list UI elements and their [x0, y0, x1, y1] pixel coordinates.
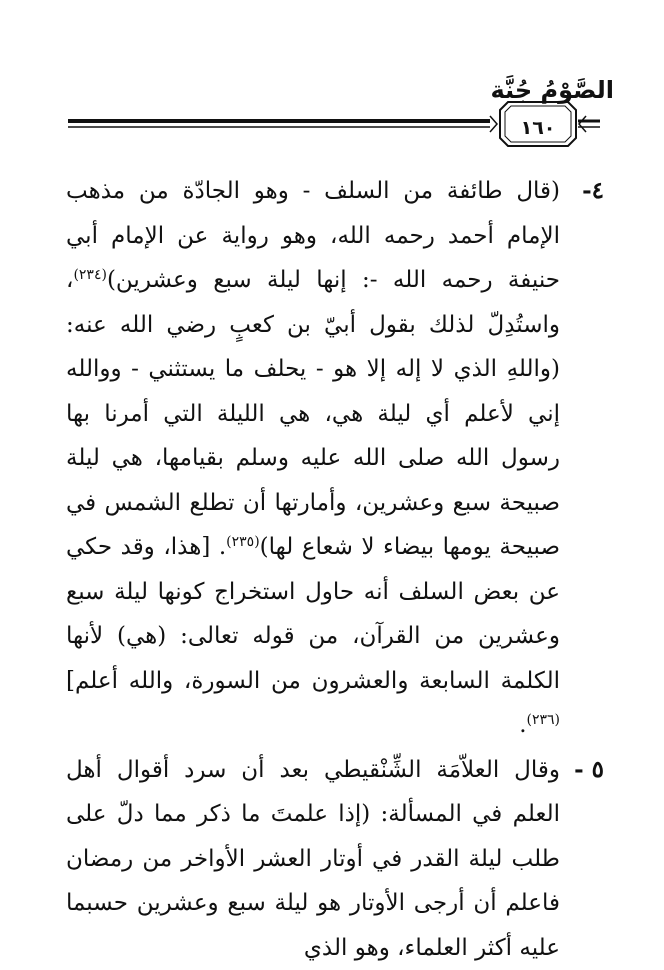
footnote-ref: (٢٣٦)	[527, 712, 561, 728]
list-item	[66, 169, 604, 748]
page-number: ١٦٠	[513, 117, 563, 139]
item-text: (قال طائفة من السلف - وهو الجادّة من مذهب الإمام أحمد رحمه الله، وهو رواية عن الإمام أبي حنيفة رحمه الله -: إنها ليلة سبع وعشرين)	[66, 178, 560, 293]
running-title: الصَّوْمُ جُنَّة	[490, 76, 614, 104]
footnote-ref: (٢٣٤)	[73, 267, 107, 283]
header-rule-ornament	[0, 0, 664, 160]
list-item	[66, 748, 604, 970]
item-text: وقال العلاّمَة الشِّنْقيطي بعد أن سرد أقوال أهل العلم في المسألة: (إذا علمتَ ما ذكر مما دلّ على طلب ليلة القدر في أوتار العشر الأواخر من رمضان فاعلم أن أرجى الأوتار هو ليلة سبع وعشرين حسبما عليه أكثر العلماء، وهو الذي	[66, 757, 560, 961]
item-text: ، واستُدِلّ لذلك بقول أبيّ بن كعبٍ رضي الله عنه: (واللهِ الذي لا إله إلا هو - يحلف ما يستثني - ووالله إني لأعلم أي ليلة هي، هي الليلة التي أمرنا بها رسول الله صلى الله عليه وسلم بقيامها، هي ليلة صبيحة سبع وعشرين، وأمارتها أن تطلع الشمس في صبيحة يومها بيضاء لا شعاع لها)	[66, 267, 560, 560]
page-header	[0, 0, 664, 160]
item-text: . [هذا، وقد حكي عن بعض السلف أنه حاول استخراج كونها ليلة سبع وعشرين من القرآن، من قوله تعالى: (هي) لأنها الكلمة السابعة والعشرون من السورة، والله أعلم]	[66, 534, 560, 694]
item-text: .	[519, 712, 526, 738]
page-body	[66, 169, 604, 970]
item-number: ٤-	[564, 169, 604, 214]
item-number: ٥ -	[564, 748, 604, 793]
footnote-ref: (٢٣٥)	[226, 534, 260, 550]
